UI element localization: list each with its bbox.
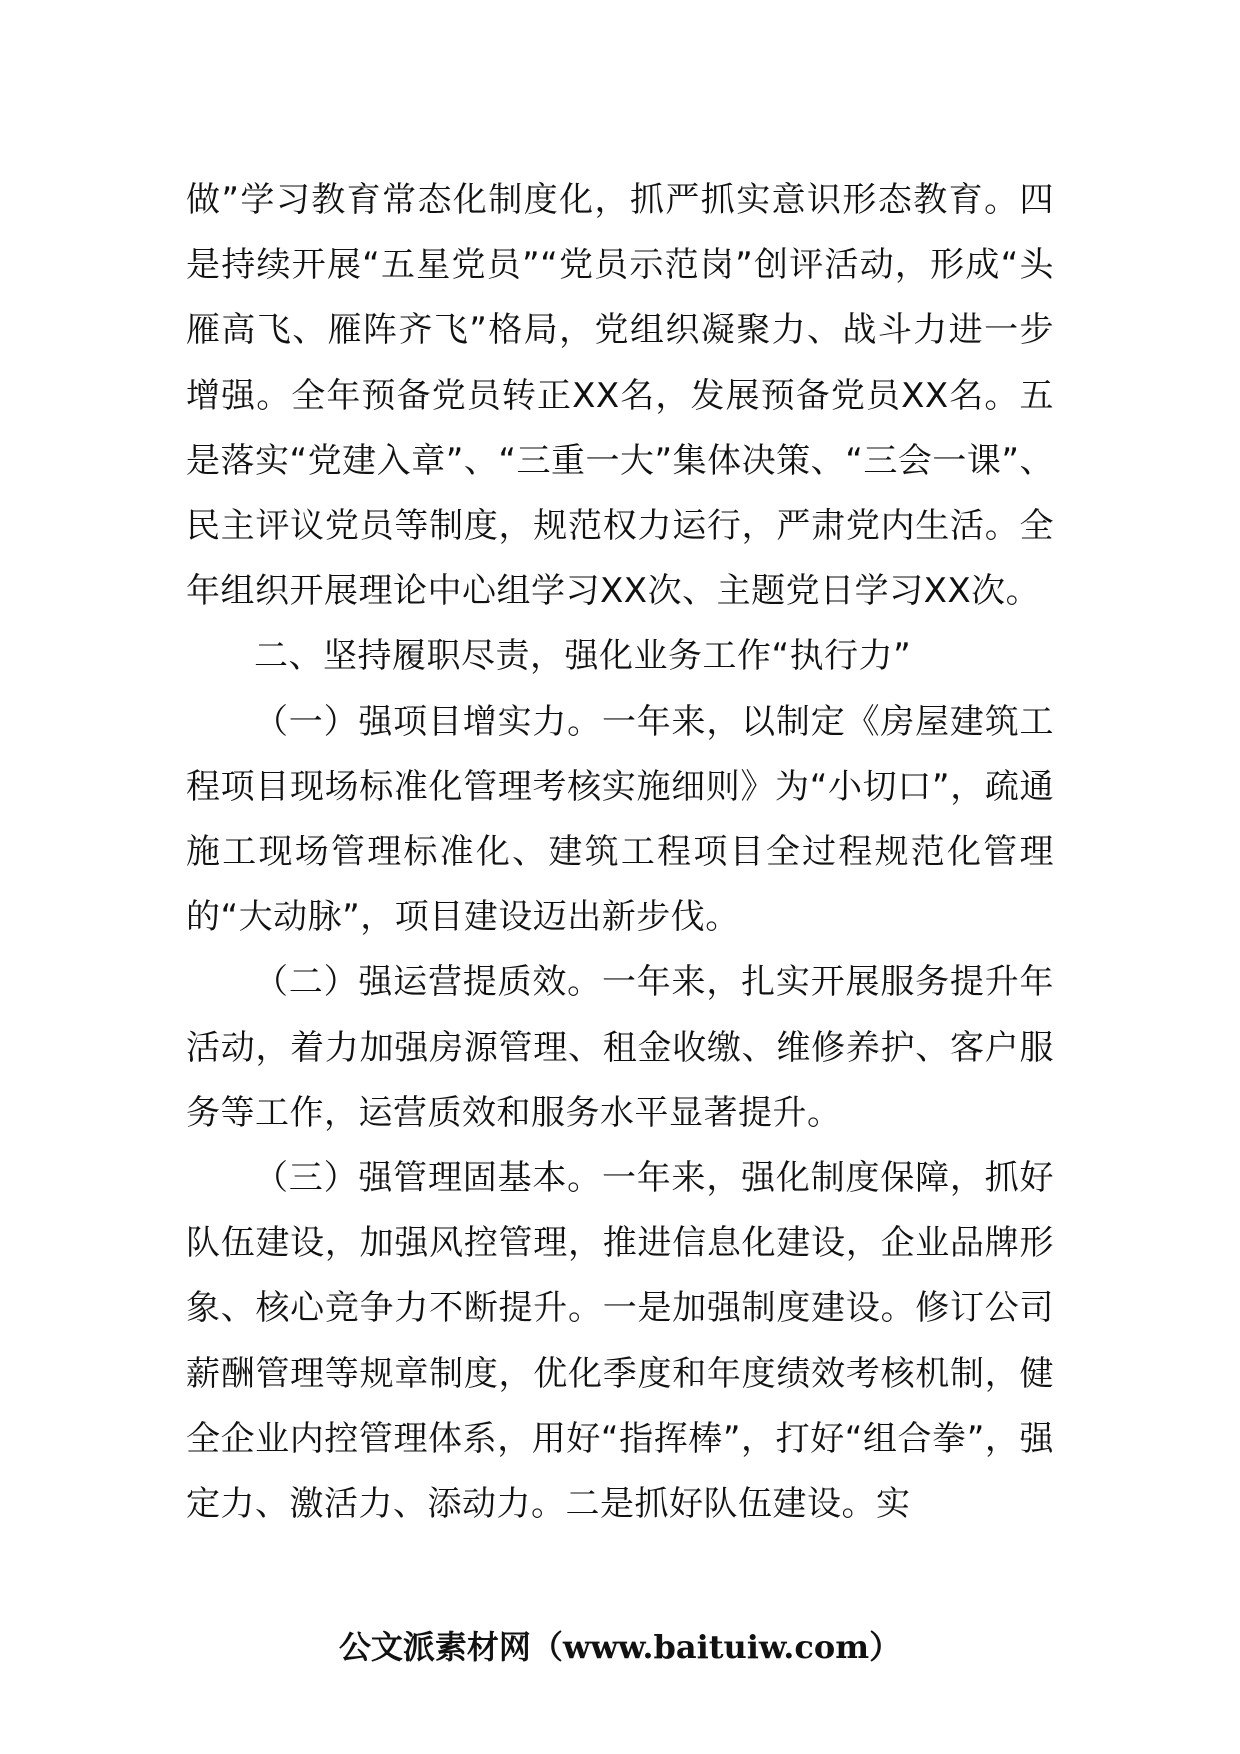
- paragraph-party-building: 做”学习教育常态化制度化，抓严抓实意识形态教育。四是持续开展“五星党员”“党员示范岗”创评活动，形成“头雁高飞、雁阵齐飞”格局，党组织凝聚力、战斗力进一步增强。全年预备党员转正XX名，发展预备党员XX名。五是落实“党建入章”、“三重一大”集体决策、“三会一课”、民主评议党员等制度，规范权力运行，严肃党内生活。全年组织开展理论中心组学习XX次、主题党日学习XX次。: [186, 180, 1054, 612]
- section-heading-business-execution: 二、坚持履职尽责，强化业务工作“执行力”: [254, 636, 912, 677]
- page-footer-watermark: 公文派素材网（www.baituiw.com）: [338, 1628, 902, 1666]
- document-body: [186, 168, 1054, 1537]
- paragraph-operation-quality: （二）强运营提质效。一年来，扎实开展服务提升年活动，着力加强房源管理、租金收缴、维修养护、客户服务等工作，运营质效和服务水平显著提升。: [186, 962, 1054, 1133]
- paragraph-management-foundation: （三）强管理固基本。一年来，强化制度保障，抓好队伍建设，加强风控管理，推进信息化建设，企业品牌形象、核心竞争力不断提升。一是加强制度建设。修订公司薪酬管理等规章制度，优化季度和年度绩效考核机制，健全企业内控管理体系，用好“指挥棒”，打好“组合拳”，强定力、激活力、添动力。二是抓好队伍建设。实: [186, 1158, 1054, 1525]
- paragraph-project-strength: （一）强项目增实力。一年来，以制定《房屋建筑工程项目现场标准化管理考核实施细则》为“小切口”，疏通施工现场管理标准化、建筑工程项目全过程规范化管理的“大动脉”，项目建设迈出新步伐。: [186, 701, 1054, 938]
